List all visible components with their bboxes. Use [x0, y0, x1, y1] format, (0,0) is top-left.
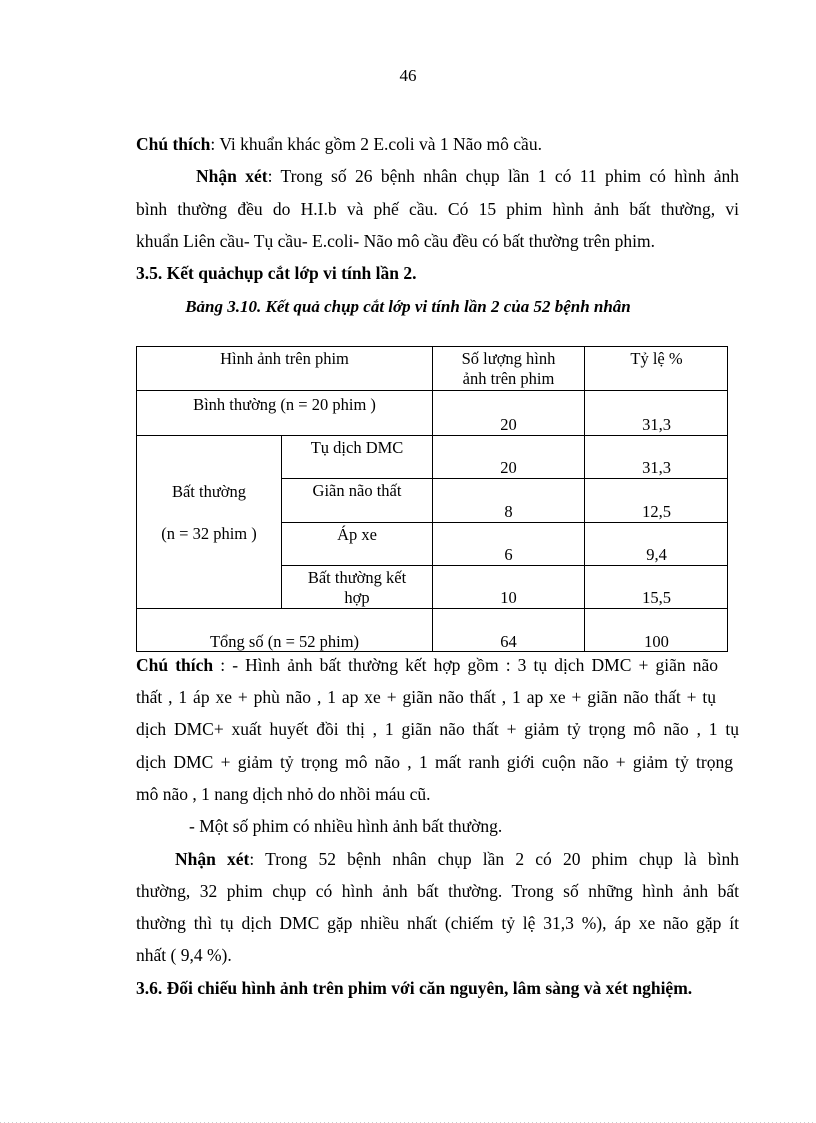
abnormal-group-cell	[136, 435, 281, 608]
abnormal-row-2-label: Giãn não thất	[281, 478, 432, 522]
normal-percent-cell: 31,3	[584, 390, 728, 435]
heading-3-5: 3.5. Kết quảchụp cắt lớp vi tính lần 2.	[136, 263, 417, 283]
remark-2-line-3: thường thì tụ dịch DMC gặp nhiều nhất (chiếm tỷ lệ 31,3 %), áp xe não gặp ít	[136, 913, 739, 933]
note-2-line-3: dịch DMC+ xuất huyết đồi thị , 1 giãn não thất + giảm tỷ trọng mô não , 1 tụ	[136, 719, 739, 739]
note-2-line-4: dịch DMC + giảm tỷ trọng mô não , 1 mất ranh giới cuộn não + giảm tỷ trọng	[136, 752, 733, 772]
remark-2-line-4: nhất ( 9,4 %).	[136, 945, 232, 965]
abnormal-row-4-count: 10	[432, 565, 584, 608]
header-image-on-film: Hình ảnh trên phim	[136, 346, 432, 390]
total-label-cell: Tổng số (n = 52 phim)	[136, 608, 432, 652]
abnormal-row-1-count: 20	[432, 435, 584, 478]
note-1-text: : Vi khuẩn khác gồm 2 E.coli và 1 Não mô cầu.	[210, 134, 542, 154]
page-number: 46	[399, 66, 417, 85]
abnormal-row-3-label: Áp xe	[281, 522, 432, 565]
note-2-label: Chú thích	[136, 655, 214, 675]
abnormal-sublabel: (n = 32 phim )	[161, 524, 257, 543]
abnormal-row-4-label: Bất thường kết hợp	[281, 565, 432, 608]
remark-2-line-2: thường, 32 phim chụp có hình ảnh bất thường. Trong số những hình ảnh bất	[136, 881, 739, 901]
remark-1-line-1: Nhận xét: Trong số 26 bệnh nhân chụp lần 1 có 11 phim có hình ảnh	[196, 166, 739, 186]
remark-1-label: Nhận xét	[196, 166, 268, 186]
abnormal-row-2-percent: 12,5	[584, 478, 728, 522]
abnormal-row-2-count: 8	[432, 478, 584, 522]
table-caption: Bảng 3.10. Kết quả chụp cắt lớp vi tính lần 2 của 52 bệnh nhân	[185, 297, 631, 316]
abnormal-row-4-percent: 15,5	[584, 565, 728, 608]
remark-2-label: Nhận xét	[175, 849, 250, 869]
header-count: Số lượng hình ảnh trên phim	[432, 346, 584, 390]
heading-3-6: 3.6. Đối chiếu hình ảnh trên phim với căn nguyên, lâm sàng và xét nghiệm.	[136, 978, 693, 998]
note-1	[136, 134, 542, 155]
normal-label-cell: Bình thường (n = 20 phim )	[136, 390, 432, 435]
note-2-line-5: mô não , 1 nang dịch nhỏ do nhồi máu cũ.	[136, 784, 431, 804]
normal-count-cell: 20	[432, 390, 584, 435]
note-2-line-2: thất , 1 áp xe + phù não , 1 ap xe + giãn não thất , 1 ap xe + giãn não thất + tụ	[136, 687, 716, 707]
remark-1-line-3: khuẩn Liên cầu- Tụ cầu- E.coli- Não mô cầu đều có bất thường trên phim.	[136, 231, 655, 251]
header-percent: Tỷ lệ %	[584, 346, 728, 390]
abnormal-row-1-percent: 31,3	[584, 435, 728, 478]
abnormal-row-3-count: 6	[432, 522, 584, 565]
abnormal-row-1-label: Tụ dịch DMC	[281, 435, 432, 478]
abnormal-row-3-percent: 9,4	[584, 522, 728, 565]
note-2-line-6: - Một số phim có nhiều hình ảnh bất thường.	[189, 816, 503, 836]
results-table	[136, 346, 728, 652]
remark-2-line-1: Nhận xét: Trong 52 bệnh nhân chụp lần 2 có 20 phim chụp là bình	[175, 849, 739, 869]
total-percent-cell: 100	[584, 608, 728, 652]
note-1-label: Chú thích	[136, 134, 211, 154]
remark-1-line-2: bình thường đều do H.I.b và phế cầu. Có 15 phim hình ảnh bất thường, vi	[136, 199, 739, 219]
total-count-cell: 64	[432, 608, 584, 652]
abnormal-label: Bất thường	[171, 482, 247, 501]
note-2-line-1: Chú thích : - Hình ảnh bất thường kết hợp gồm : 3 tụ dịch DMC + giãn não	[136, 655, 718, 675]
